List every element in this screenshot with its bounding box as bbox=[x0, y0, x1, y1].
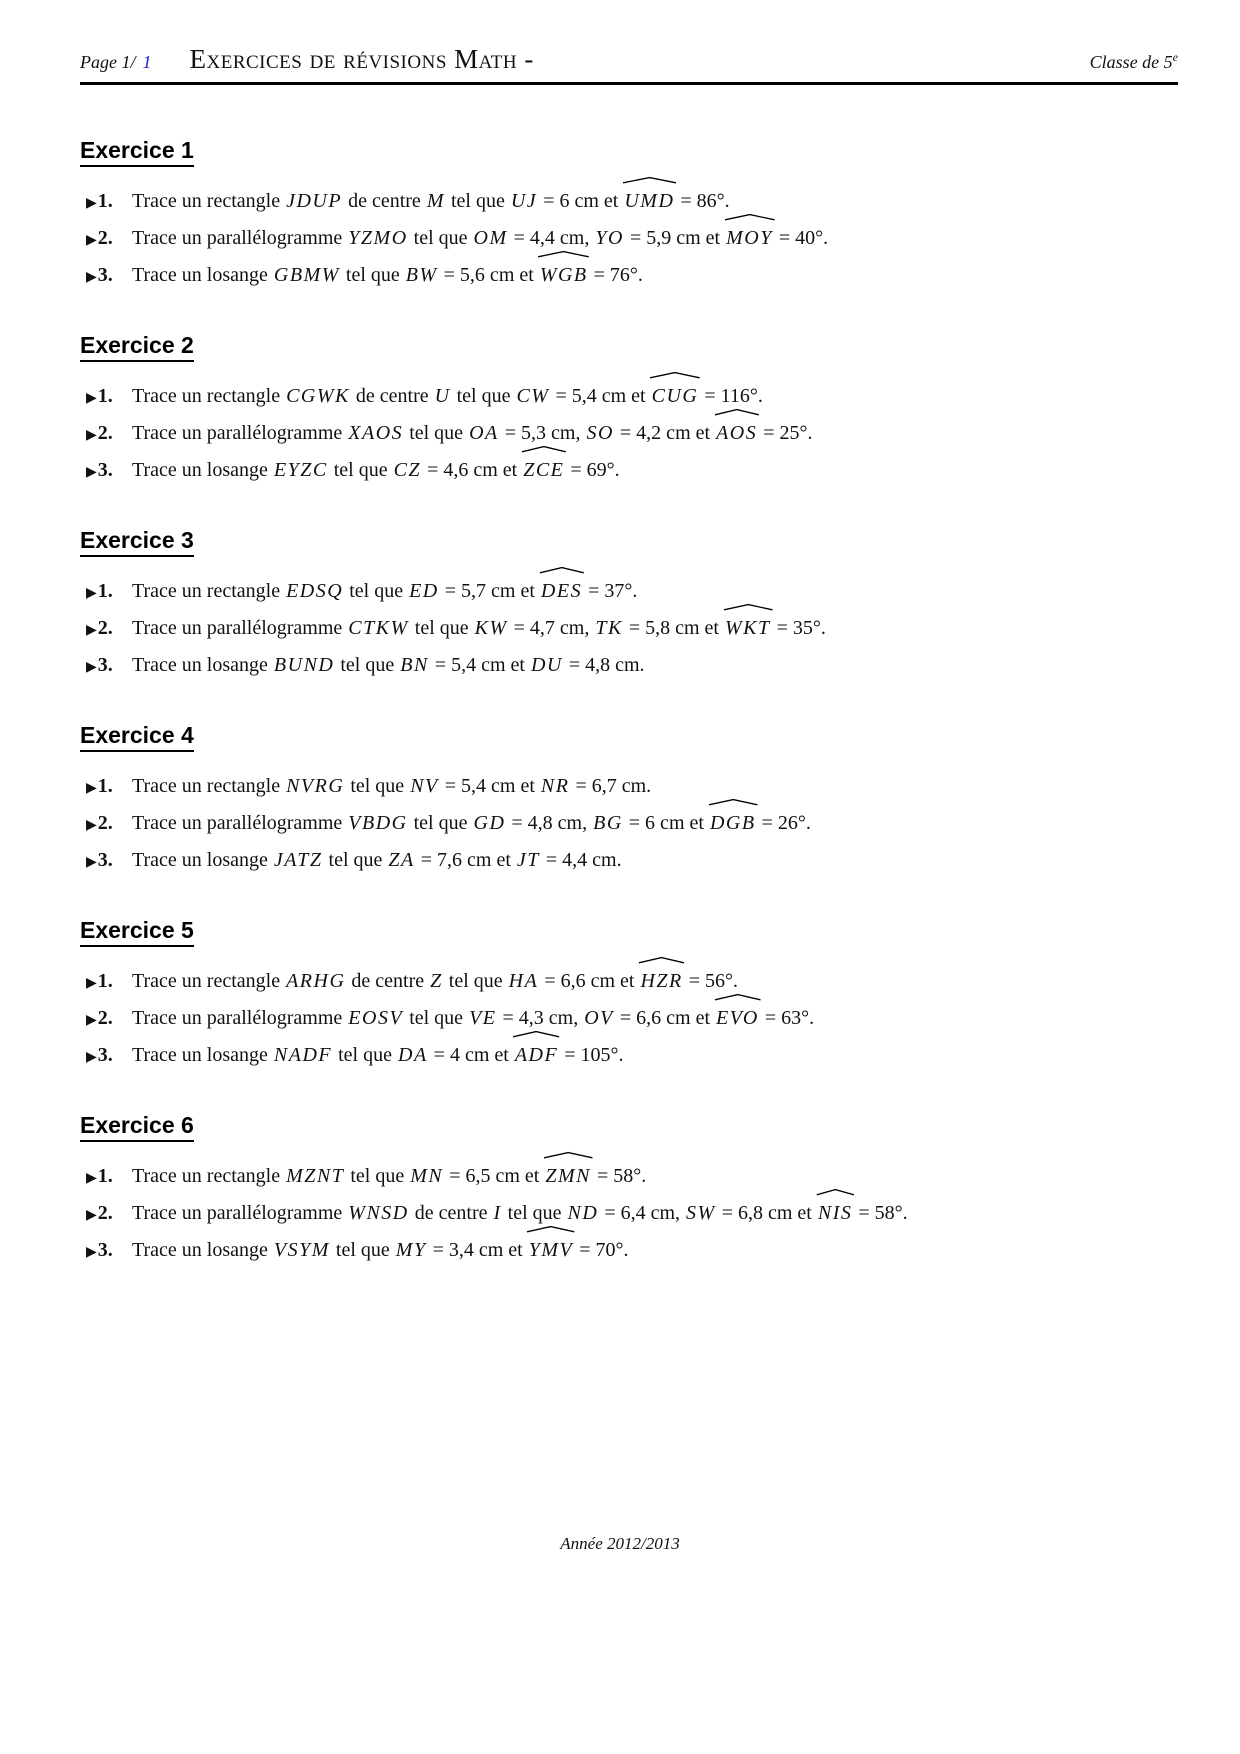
text-run: = 69°. bbox=[565, 459, 620, 481]
item-marker bbox=[86, 416, 132, 453]
text-run: = 6,6 cm et bbox=[539, 970, 640, 992]
angle-name bbox=[514, 1038, 559, 1073]
text-run: tel que bbox=[404, 1007, 469, 1029]
wide-hat-icon bbox=[622, 177, 677, 183]
exercise-section bbox=[80, 1112, 1178, 1270]
triangle-bullet-icon: ▶ bbox=[86, 464, 97, 480]
text-run: tel que bbox=[445, 190, 510, 212]
item-marker bbox=[86, 611, 132, 648]
angle-name bbox=[715, 1001, 760, 1036]
text-run: = 4,3 cm, bbox=[497, 1007, 584, 1029]
text-run: = 63°. bbox=[759, 1007, 815, 1029]
class-label bbox=[1090, 50, 1178, 73]
wide-hat-icon bbox=[649, 372, 701, 378]
text-run: de centre bbox=[346, 970, 430, 992]
angle-name bbox=[639, 964, 683, 999]
text-run: = 4 cm et bbox=[428, 1044, 514, 1066]
exercise-title: Exercice 2 bbox=[80, 332, 194, 362]
exercise-section bbox=[80, 722, 1178, 880]
math-run: I bbox=[493, 1202, 502, 1224]
angle-letters: WKT bbox=[724, 617, 771, 639]
exercise-item bbox=[80, 964, 1178, 1001]
math-run: NV bbox=[410, 775, 439, 797]
exercises-container bbox=[80, 137, 1178, 1270]
angle-name bbox=[522, 453, 565, 488]
text-run: Trace un rectangle bbox=[132, 385, 286, 407]
exercise-item bbox=[80, 1159, 1178, 1196]
angle-letters: ADF bbox=[514, 1044, 559, 1066]
item-number: 3. bbox=[97, 1044, 113, 1066]
page-indicator: Page 1/ bbox=[80, 52, 136, 72]
item-number: 2. bbox=[97, 1202, 113, 1224]
math-run: VSYM bbox=[273, 1239, 330, 1261]
math-run: BG bbox=[593, 812, 623, 834]
text-run: tel que bbox=[451, 385, 516, 407]
item-marker bbox=[86, 453, 132, 490]
triangle-bullet-icon: ▶ bbox=[86, 817, 97, 833]
text-run: tel que bbox=[333, 1044, 397, 1066]
text-run: = 7,6 cm et bbox=[415, 849, 516, 871]
text-run: de centre bbox=[409, 1202, 493, 1224]
math-run: SW bbox=[686, 1202, 716, 1224]
text-run: = 4,2 cm et bbox=[614, 422, 716, 444]
triangle-bullet-icon: ▶ bbox=[86, 585, 97, 601]
text-run: Trace un rectangle bbox=[132, 580, 286, 602]
triangle-bullet-icon: ▶ bbox=[86, 232, 97, 248]
text-run: = 40°. bbox=[773, 227, 829, 249]
exercise-item bbox=[80, 1001, 1178, 1038]
text-run: = 105°. bbox=[559, 1044, 624, 1066]
item-text bbox=[132, 453, 620, 488]
item-text bbox=[132, 258, 643, 293]
text-run: = 25°. bbox=[758, 422, 813, 444]
item-text bbox=[132, 1001, 814, 1036]
text-run: = 5,8 cm et bbox=[623, 617, 724, 639]
item-marker bbox=[86, 1038, 132, 1075]
exercise-item bbox=[80, 843, 1178, 880]
math-run: CZ bbox=[393, 459, 422, 481]
text-run: Trace un losange bbox=[132, 459, 273, 481]
item-number: 1. bbox=[97, 190, 113, 212]
angle-name bbox=[539, 258, 589, 293]
text-run: = 6,6 cm et bbox=[614, 1007, 716, 1029]
exercise-item bbox=[80, 574, 1178, 611]
text-run: = 6 cm et bbox=[623, 812, 709, 834]
math-run: WNSD bbox=[348, 1202, 409, 1224]
angle-name bbox=[724, 611, 772, 646]
math-run: BUND bbox=[273, 654, 335, 676]
angle-letters: YMV bbox=[528, 1239, 574, 1261]
item-marker bbox=[86, 806, 132, 843]
math-run: BN bbox=[400, 654, 429, 676]
text-run: = 58°. bbox=[592, 1165, 647, 1187]
item-text bbox=[132, 574, 637, 609]
math-run: GBMW bbox=[273, 264, 340, 286]
text-run: = 5,4 cm et bbox=[439, 775, 540, 797]
item-text bbox=[132, 843, 622, 878]
wide-hat-icon bbox=[708, 799, 758, 805]
angle-name bbox=[540, 574, 583, 609]
text-run: tel que bbox=[323, 849, 388, 871]
math-run: SO bbox=[586, 422, 614, 444]
item-number: 1. bbox=[97, 580, 113, 602]
item-marker bbox=[86, 1233, 132, 1270]
text-run: = 70°. bbox=[574, 1239, 629, 1261]
angle-name bbox=[715, 416, 758, 451]
item-marker bbox=[86, 648, 132, 685]
wide-hat-icon bbox=[714, 994, 761, 1000]
text-run: = 4,8 cm, bbox=[506, 812, 593, 834]
math-run: OV bbox=[584, 1007, 614, 1029]
text-run: = 35°. bbox=[771, 617, 826, 639]
wide-hat-icon bbox=[723, 604, 773, 610]
text-run: tel que bbox=[328, 459, 393, 481]
math-run: GD bbox=[473, 812, 506, 834]
exercise-title: Exercice 3 bbox=[80, 527, 194, 557]
text-run: Trace un parallélogramme bbox=[132, 1007, 348, 1029]
math-run: Z bbox=[430, 970, 443, 992]
text-run: = 6 cm et bbox=[538, 190, 624, 212]
triangle-bullet-icon: ▶ bbox=[86, 427, 97, 443]
text-run: = 4,8 cm. bbox=[563, 654, 645, 676]
item-marker bbox=[86, 1196, 132, 1233]
wide-hat-icon bbox=[537, 251, 590, 257]
triangle-bullet-icon: ▶ bbox=[86, 1012, 97, 1028]
wide-hat-icon bbox=[521, 446, 567, 452]
item-number: 2. bbox=[97, 227, 113, 249]
text-run: tel que bbox=[344, 580, 409, 602]
math-run: JDUP bbox=[286, 190, 343, 212]
exercise-item bbox=[80, 1233, 1178, 1270]
math-run: DA bbox=[398, 1044, 428, 1066]
exercise-section bbox=[80, 137, 1178, 295]
angle-name bbox=[817, 1196, 854, 1231]
item-text bbox=[132, 379, 763, 414]
exercise-title: Exercice 4 bbox=[80, 722, 194, 752]
math-run: ZA bbox=[388, 849, 415, 871]
math-run: EOSV bbox=[348, 1007, 404, 1029]
item-marker bbox=[86, 379, 132, 416]
item-text bbox=[132, 1196, 908, 1231]
item-number: 1. bbox=[97, 385, 113, 407]
text-run: = 26°. bbox=[756, 812, 811, 834]
math-run: MY bbox=[395, 1239, 427, 1261]
item-number: 2. bbox=[97, 617, 113, 639]
wide-hat-icon bbox=[543, 1152, 593, 1158]
triangle-bullet-icon: ▶ bbox=[86, 390, 97, 406]
item-marker bbox=[86, 221, 132, 258]
item-number: 3. bbox=[97, 459, 113, 481]
exercise-section bbox=[80, 332, 1178, 490]
text-run: = 6,8 cm et bbox=[716, 1202, 817, 1224]
text-run: tel que bbox=[404, 422, 469, 444]
item-text bbox=[132, 1038, 624, 1073]
math-run: MZNT bbox=[286, 1165, 345, 1187]
text-run: = 5,4 cm et bbox=[550, 385, 651, 407]
item-marker bbox=[86, 1001, 132, 1038]
triangle-bullet-icon: ▶ bbox=[86, 1244, 97, 1260]
text-run: = 56°. bbox=[683, 970, 739, 992]
text-run: de centre bbox=[343, 190, 426, 212]
math-run: MN bbox=[410, 1165, 444, 1187]
angle-letters: CUG bbox=[651, 385, 699, 407]
triangle-bullet-icon: ▶ bbox=[86, 1049, 97, 1065]
document-title: Exercices de révisions Math - bbox=[189, 44, 534, 74]
item-text bbox=[132, 1159, 646, 1194]
text-run: Trace un parallélogramme bbox=[132, 227, 348, 249]
math-run: NR bbox=[540, 775, 570, 797]
item-number: 3. bbox=[97, 264, 113, 286]
angle-letters: DES bbox=[540, 580, 583, 602]
item-number: 2. bbox=[97, 1007, 113, 1029]
math-run: VE bbox=[469, 1007, 497, 1029]
text-run: tel que bbox=[443, 970, 508, 992]
text-run: tel que bbox=[409, 617, 474, 639]
exercise-item bbox=[80, 769, 1178, 806]
item-number: 2. bbox=[97, 422, 113, 444]
angle-letters: MOY bbox=[726, 227, 773, 249]
wide-hat-icon bbox=[638, 957, 685, 963]
math-run: TK bbox=[595, 617, 623, 639]
math-run: EYZC bbox=[273, 459, 328, 481]
item-marker bbox=[86, 258, 132, 295]
class-label-superscript: e bbox=[1172, 50, 1178, 64]
math-run: CTKW bbox=[348, 617, 409, 639]
triangle-bullet-icon: ▶ bbox=[86, 622, 97, 638]
text-run: de centre bbox=[350, 385, 434, 407]
text-run: Trace un rectangle bbox=[132, 1165, 286, 1187]
exercise-item bbox=[80, 221, 1178, 258]
text-run: = 76°. bbox=[588, 264, 643, 286]
angle-name bbox=[528, 1233, 575, 1268]
year-label: Année 2012/2013 bbox=[560, 1534, 680, 1553]
math-run: CW bbox=[516, 385, 550, 407]
item-text bbox=[132, 648, 645, 683]
math-run: EDSQ bbox=[286, 580, 344, 602]
triangle-bullet-icon: ▶ bbox=[86, 1170, 97, 1186]
text-run: Trace un parallélogramme bbox=[132, 617, 348, 639]
triangle-bullet-icon: ▶ bbox=[86, 1207, 97, 1223]
math-run: VBDG bbox=[348, 812, 408, 834]
text-run: = 4,4 cm. bbox=[540, 849, 622, 871]
item-text bbox=[132, 769, 651, 804]
text-run: tel que bbox=[340, 264, 405, 286]
angle-name bbox=[544, 1159, 592, 1194]
wide-hat-icon bbox=[526, 1226, 575, 1232]
text-run: Trace un losange bbox=[132, 654, 273, 676]
exercise-title: Exercice 1 bbox=[80, 137, 194, 167]
item-number: 1. bbox=[97, 970, 113, 992]
angle-letters: AOS bbox=[716, 422, 758, 444]
text-run: = 6,4 cm, bbox=[599, 1202, 686, 1224]
math-run: M bbox=[426, 190, 445, 212]
text-run: Trace un rectangle bbox=[132, 775, 286, 797]
item-number: 3. bbox=[97, 654, 113, 676]
page-footer bbox=[0, 1534, 1240, 1554]
math-run: XAOS bbox=[348, 422, 404, 444]
text-run: Trace un losange bbox=[132, 264, 273, 286]
item-text bbox=[132, 221, 828, 256]
math-run: OM bbox=[473, 227, 508, 249]
math-run: ND bbox=[567, 1202, 599, 1224]
item-marker bbox=[86, 843, 132, 880]
item-number: 2. bbox=[97, 812, 113, 834]
text-run: tel que bbox=[345, 775, 410, 797]
exercise-item bbox=[80, 1196, 1178, 1233]
angle-letters: DGB bbox=[709, 812, 756, 834]
wide-hat-icon bbox=[816, 1189, 855, 1195]
item-number: 1. bbox=[97, 775, 113, 797]
math-run: BW bbox=[405, 264, 438, 286]
item-marker bbox=[86, 184, 132, 221]
math-run: JATZ bbox=[273, 849, 323, 871]
math-run: HA bbox=[508, 970, 539, 992]
item-number: 3. bbox=[97, 1239, 113, 1261]
math-run: NADF bbox=[273, 1044, 333, 1066]
angle-letters: EVO bbox=[716, 1007, 759, 1029]
item-text bbox=[132, 416, 813, 451]
text-run: = 4,7 cm, bbox=[508, 617, 595, 639]
exercise-section bbox=[80, 527, 1178, 685]
text-run: Trace un parallélogramme bbox=[132, 422, 348, 444]
angle-letters: NIS bbox=[817, 1202, 853, 1224]
wide-hat-icon bbox=[724, 214, 776, 220]
item-text bbox=[132, 184, 730, 219]
triangle-bullet-icon: ▶ bbox=[86, 780, 97, 796]
text-run: = 58°. bbox=[853, 1202, 908, 1224]
class-label-text: Classe de 5 bbox=[1089, 52, 1173, 72]
wide-hat-icon bbox=[714, 409, 760, 415]
text-run: = 5,3 cm, bbox=[499, 422, 586, 444]
header-rule bbox=[80, 82, 1178, 85]
text-run: = 3,4 cm et bbox=[427, 1239, 528, 1261]
exercise-item bbox=[80, 453, 1178, 490]
angle-letters: ZCE bbox=[523, 459, 565, 481]
angle-letters: WGB bbox=[539, 264, 588, 286]
text-run: Trace un rectangle bbox=[132, 970, 286, 992]
text-run: tel que bbox=[345, 1165, 410, 1187]
angle-name bbox=[709, 806, 757, 841]
item-marker bbox=[86, 1159, 132, 1196]
text-run: tel que bbox=[408, 227, 473, 249]
item-number: 3. bbox=[97, 849, 113, 871]
triangle-bullet-icon: ▶ bbox=[86, 975, 97, 991]
item-text bbox=[132, 611, 826, 646]
text-run: = 5,4 cm et bbox=[429, 654, 530, 676]
math-run: DU bbox=[530, 654, 563, 676]
text-run: Trace un losange bbox=[132, 1239, 273, 1261]
math-run: YZMO bbox=[348, 227, 408, 249]
text-run: = 37°. bbox=[583, 580, 638, 602]
text-run: Trace un losange bbox=[132, 849, 273, 871]
text-run: Trace un parallélogramme bbox=[132, 812, 348, 834]
text-run: = 4,6 cm et bbox=[422, 459, 523, 481]
exercise-item bbox=[80, 184, 1178, 221]
item-marker bbox=[86, 769, 132, 806]
text-run: = 4,4 cm, bbox=[508, 227, 595, 249]
math-run: NVRG bbox=[286, 775, 345, 797]
page-number-link[interactable]: 1 bbox=[142, 52, 152, 72]
exercise-item bbox=[80, 1038, 1178, 1075]
text-run: tel que bbox=[408, 812, 473, 834]
exercise-section bbox=[80, 917, 1178, 1075]
exercise-item bbox=[80, 258, 1178, 295]
text-run: Trace un parallélogramme bbox=[132, 1202, 348, 1224]
math-run: ED bbox=[409, 580, 439, 602]
text-run: = 116°. bbox=[699, 385, 763, 407]
item-text bbox=[132, 1233, 629, 1268]
text-run: = 5,7 cm et bbox=[439, 580, 540, 602]
wide-hat-icon bbox=[512, 1031, 560, 1037]
exercise-title: Exercice 5 bbox=[80, 917, 194, 947]
math-run: U bbox=[434, 385, 451, 407]
item-number: 1. bbox=[97, 1165, 113, 1187]
exercise-title: Exercice 6 bbox=[80, 1112, 194, 1142]
text-run: tel que bbox=[335, 654, 400, 676]
math-run: OA bbox=[469, 422, 499, 444]
exercise-item bbox=[80, 611, 1178, 648]
exercise-item bbox=[80, 806, 1178, 843]
exercise-item bbox=[80, 648, 1178, 685]
triangle-bullet-icon: ▶ bbox=[86, 269, 97, 285]
item-text bbox=[132, 806, 811, 841]
text-run: tel que bbox=[502, 1202, 567, 1224]
angle-letters: ZMN bbox=[545, 1165, 591, 1187]
angle-letters: HZR bbox=[640, 970, 683, 992]
text-run: = 6,7 cm. bbox=[570, 775, 652, 797]
math-run: YO bbox=[595, 227, 624, 249]
text-run: = 86°. bbox=[675, 190, 730, 212]
triangle-bullet-icon: ▶ bbox=[86, 854, 97, 870]
page-header bbox=[80, 44, 1178, 75]
item-text bbox=[132, 964, 738, 999]
triangle-bullet-icon: ▶ bbox=[86, 195, 97, 211]
math-run: KW bbox=[474, 617, 508, 639]
text-run: Trace un losange bbox=[132, 1044, 273, 1066]
angle-name bbox=[623, 184, 675, 219]
text-run: tel que bbox=[330, 1239, 395, 1261]
item-marker bbox=[86, 964, 132, 1001]
text-run: = 5,9 cm et bbox=[624, 227, 726, 249]
text-run: = 5,6 cm et bbox=[438, 264, 539, 286]
math-run: CGWK bbox=[286, 385, 350, 407]
triangle-bullet-icon: ▶ bbox=[86, 659, 97, 675]
text-run: Trace un rectangle bbox=[132, 190, 286, 212]
angle-name bbox=[651, 379, 700, 414]
angle-name bbox=[725, 221, 774, 256]
exercise-item bbox=[80, 379, 1178, 416]
exercise-item bbox=[80, 416, 1178, 453]
math-run: JT bbox=[516, 849, 540, 871]
math-run: ARHG bbox=[286, 970, 346, 992]
math-run: UJ bbox=[510, 190, 538, 212]
angle-letters: UMD bbox=[624, 190, 675, 212]
wide-hat-icon bbox=[539, 567, 585, 573]
item-marker bbox=[86, 574, 132, 611]
text-run: = 6,5 cm et bbox=[444, 1165, 545, 1187]
